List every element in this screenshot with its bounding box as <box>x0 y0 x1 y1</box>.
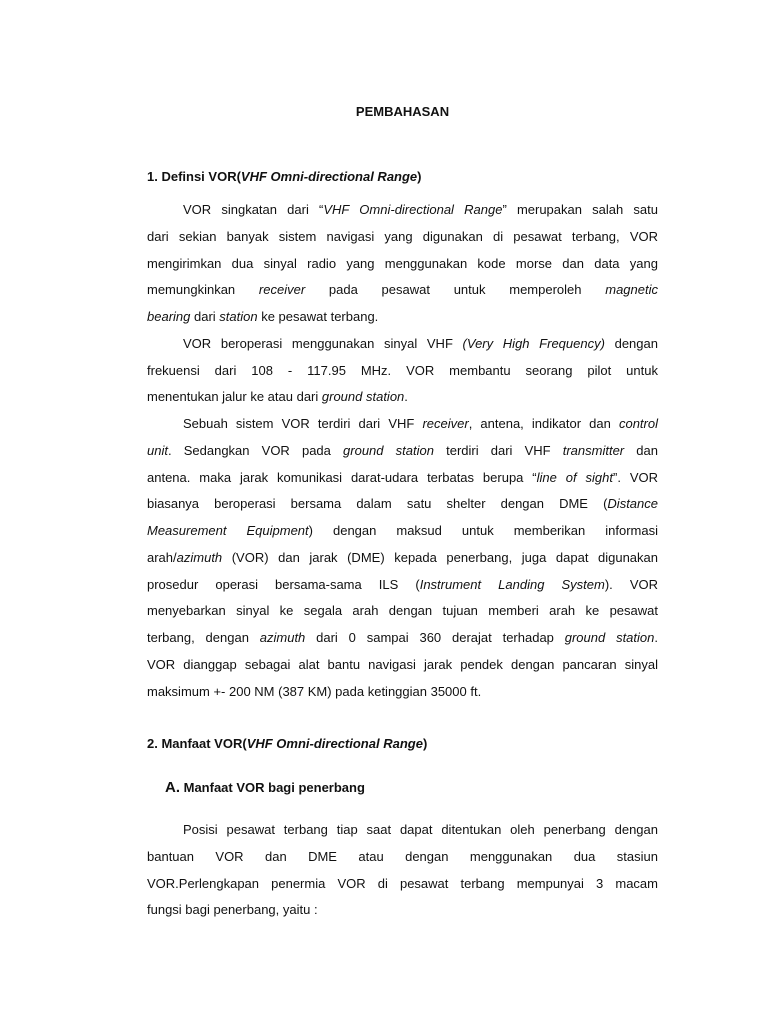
text-run: memungkinkan <box>147 282 259 298</box>
italic-text-run: station <box>219 309 258 324</box>
text-line <box>147 277 658 304</box>
text-run: (VOR) dan jarak (DME) kepada penerbang, juga dapat digunakan <box>222 549 658 565</box>
italic-text-run: receiver <box>258 282 306 298</box>
italic-text-run: unit <box>147 442 168 458</box>
text-run: ). VOR <box>604 576 659 592</box>
text-run: antena. maka jarak komunikasi darat-udara terbatas berupa “ <box>147 469 537 485</box>
section-heading-2 <box>147 731 658 758</box>
text-run: dari 0 sampai 360 derajat terhadap <box>305 630 565 645</box>
italic-text-run: azimuth <box>176 549 223 565</box>
italic-text-run: transmitter <box>562 442 625 458</box>
text-line <box>147 518 658 545</box>
text-line <box>147 251 658 278</box>
paragraph-vor-definition <box>147 197 658 331</box>
italic-text-run: VHF Omni-directional Range <box>240 169 418 184</box>
text-run: ) dengan maksud untuk memberikan informasi <box>308 523 658 538</box>
text-run: VOR dianggap sebagai alat bantu navigasi jarak pendek dengan pancaran sinyal <box>147 656 658 672</box>
italic-text-run: line of sight <box>536 469 613 485</box>
text-line <box>147 197 658 224</box>
text-line <box>147 465 658 492</box>
text-run: . Sedangkan VOR pada <box>167 442 344 458</box>
text-run: VOR beroperasi menggunakan sinyal VHF <box>183 335 463 351</box>
italic-text-run: Instrument Landing System <box>419 576 605 592</box>
text-run: ) <box>422 736 428 751</box>
text-line <box>147 598 658 625</box>
italic-text-run: receiver <box>422 416 469 431</box>
italic-text-run: magnetic <box>605 282 658 298</box>
text-run: ” merupakan salah satu <box>502 202 658 217</box>
text-line <box>147 652 658 679</box>
text-run: VOR.Perlengkapan penermia VOR di pesawat terbang mempunyai 3 macam <box>147 875 658 891</box>
italic-text-run: Measurement Equipment <box>147 523 309 538</box>
text-run: ke pesawat terbang. <box>257 309 379 324</box>
text-run: prosedur operasi bersama-sama ILS ( <box>147 576 420 592</box>
text-run: biasanya beroperasi bersama dalam satu shelter dengan DME ( <box>147 496 608 512</box>
section-heading-1 <box>147 164 658 191</box>
text-run: pada pesawat untuk memperoleh <box>305 282 606 298</box>
italic-text-run: bearing <box>147 309 191 324</box>
text-line <box>147 438 658 465</box>
text-run: mengirimkan dua sinyal radio yang menggunakan kode morse dan data yang <box>147 255 658 271</box>
text-run: menentukan jalur ke atau dari <box>147 389 322 405</box>
text-run: ”. VOR <box>612 469 658 485</box>
section-2-body <box>147 817 658 924</box>
text-line <box>147 331 658 358</box>
text-run: ) <box>417 169 422 184</box>
text-run: . <box>654 630 658 645</box>
text-run: Sebuah sistem VOR terdiri dari VHF <box>183 416 423 431</box>
text-run: terbang, dengan <box>147 630 260 645</box>
text-line <box>147 224 658 251</box>
text-run: , antena, indikator dan <box>468 416 619 431</box>
text-run: dari <box>190 309 220 324</box>
italic-text-run: VHF Omni-directional Range <box>246 736 423 751</box>
italic-text-run: azimuth <box>259 630 306 645</box>
text-run: menyebarkan sinyal ke segala arah dengan tujuan memberi arah ke pesawat <box>147 603 658 619</box>
text-line <box>147 625 658 652</box>
subsection-heading-a <box>165 775 676 802</box>
italic-text-run: ground station <box>564 630 655 645</box>
text-line <box>147 897 658 924</box>
text-line <box>147 491 658 518</box>
section-1-body <box>147 197 658 705</box>
italic-text-run: (Very High Frequency) <box>462 335 605 351</box>
text-line <box>147 411 658 438</box>
text-line <box>147 572 658 599</box>
text-run: . <box>404 389 408 405</box>
paragraph-vor-operation <box>147 331 658 411</box>
text-run: VOR singkatan dari “ <box>183 202 324 217</box>
text-line <box>147 817 658 844</box>
text-line <box>147 844 658 871</box>
text-run: dan <box>624 442 658 458</box>
text-line <box>147 358 658 385</box>
page-title: PEMBAHASAN <box>355 104 450 119</box>
text-run: dengan <box>604 335 658 351</box>
italic-text-run: VHF Omni-directional Range <box>323 202 503 217</box>
paragraph-vor-benefits <box>147 817 658 924</box>
text-run: frekuensi dari 108 - 117.95 MHz. VOR membantu seorang pilot untuk <box>147 362 658 378</box>
text-run: bantuan VOR dan DME atau dengan menggunakan dua stasiun <box>147 848 658 864</box>
paragraph-vor-system <box>147 411 658 705</box>
text-line <box>147 384 658 411</box>
text-run: 2. Manfaat VOR( <box>147 736 247 751</box>
italic-text-run: ground station <box>321 389 405 405</box>
text-run: arah/ <box>147 549 177 565</box>
text-line <box>147 871 658 898</box>
text-run: dari sekian banyak sistem navigasi yang digunakan di pesawat terbang, VOR <box>147 228 658 244</box>
italic-text-run: ground station <box>343 442 434 458</box>
text-line <box>147 304 658 331</box>
text-line <box>147 679 658 706</box>
subsection-marker: A. <box>165 779 180 796</box>
text-run: terdiri dari VHF <box>433 442 563 458</box>
italic-text-run: Distance <box>607 496 658 512</box>
text-run: 1. Definsi VOR( <box>147 169 241 184</box>
text-line <box>147 545 658 572</box>
text-run: fungsi bagi penerbang, yaitu : <box>147 902 318 918</box>
text-run: maksimum +- 200 NM (387 KM) pada ketinggian 35000 ft. <box>147 683 482 699</box>
text-run: Posisi pesawat terbang tiap saat dapat ditentukan oleh penerbang dengan <box>183 822 658 837</box>
subsection-title: Manfaat VOR bagi penerbang <box>180 780 365 795</box>
italic-text-run: control <box>618 416 658 431</box>
